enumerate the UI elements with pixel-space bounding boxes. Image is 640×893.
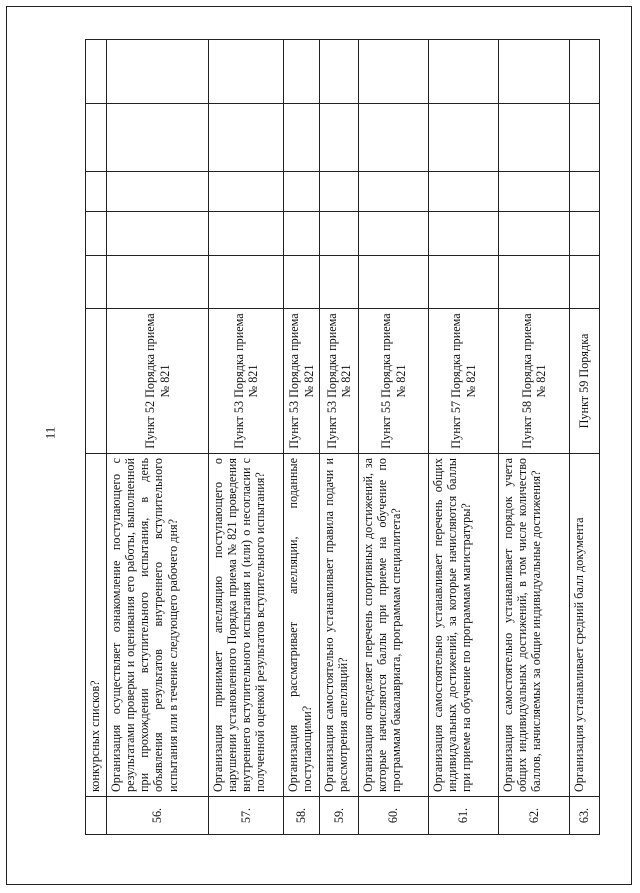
cell-num: 59. (320, 797, 359, 835)
cell-num: 56. (107, 797, 209, 835)
table-row (359, 40, 429, 835)
cell-reference: Пункт 53 Порядка приема № 821 (209, 309, 284, 454)
cell-reference: Пункт 53 Порядка приема № 821 (320, 309, 359, 454)
rotated-table-container (85, 40, 620, 835)
table-row (570, 40, 600, 835)
checklist-table (85, 39, 600, 835)
cell-question: конкурсных списков? (86, 454, 107, 797)
cell-question: Организация осуществляет ознакомление поступающего с результатами проверки и оценивания его работы, выполненной при прохождении вступительного испытания, в день объявления результатов внутреннего вступительного испытания или в течение следующего рабочего дня? (107, 454, 209, 797)
table-row (499, 40, 570, 835)
cell-reference: Пункт 57 Порядка приема № 821 (429, 309, 499, 454)
cell-num: 62. (499, 797, 570, 835)
cell-reference: Пункт 52 Порядка приема № 821 (107, 309, 209, 454)
table-row (284, 40, 320, 835)
table-row (209, 40, 284, 835)
cell-question: Организация определяет перечень спортивных достижений, за которые начисляются баллы при приеме на обучение по программам бакалавриата, программам специалитета? (359, 454, 429, 797)
cell-question: Организация рассматривает апелляции, поданные поступающими? (284, 454, 320, 797)
cell-num: 58. (284, 797, 320, 835)
cell-question: Организация самостоятельно устанавливает правила подачи и рассмотрения апелляций? (320, 454, 359, 797)
cell-reference: Пункт 55 Порядка приема № 821 (359, 309, 429, 454)
cell-num (86, 797, 107, 835)
cell-num: 61. (429, 797, 499, 835)
cell-question: Организация устанавливает средний балл документа (570, 454, 600, 797)
table-body (86, 40, 600, 835)
cell-num: 63. (570, 797, 600, 835)
page-number: 11 (42, 426, 57, 440)
cell-question: Организация принимает апелляцию поступающего о нарушении установленного Порядка приема № 821 проведения внутреннего вступительного испытания и (или) о несогласии с полученной оценкой результатов вступительного испытания? (209, 454, 284, 797)
cell-reference: Пункт 59 Порядка (570, 309, 600, 454)
cell-num: 57. (209, 797, 284, 835)
cell-question: Организация самостоятельно устанавливает перечень общих индивидуальных достижений, за которые начисляются баллы при приеме на обучение по программам магистратуры? (429, 454, 499, 797)
cell-question: Организация самостоятельно устанавливает порядок учета общих индивидуальных достижений, в том числе количество баллов, начисляемых за общие индивидуальные достижения? (499, 454, 570, 797)
cell-num: 60. (359, 797, 429, 835)
table-row (320, 40, 359, 835)
cell-reference: Пункт 53 Порядка приема № 821 (284, 309, 320, 454)
table-row (86, 40, 107, 835)
table-row (429, 40, 499, 835)
table-row (107, 40, 209, 835)
cell-reference: Пункт 58 Порядка приема № 821 (499, 309, 570, 454)
